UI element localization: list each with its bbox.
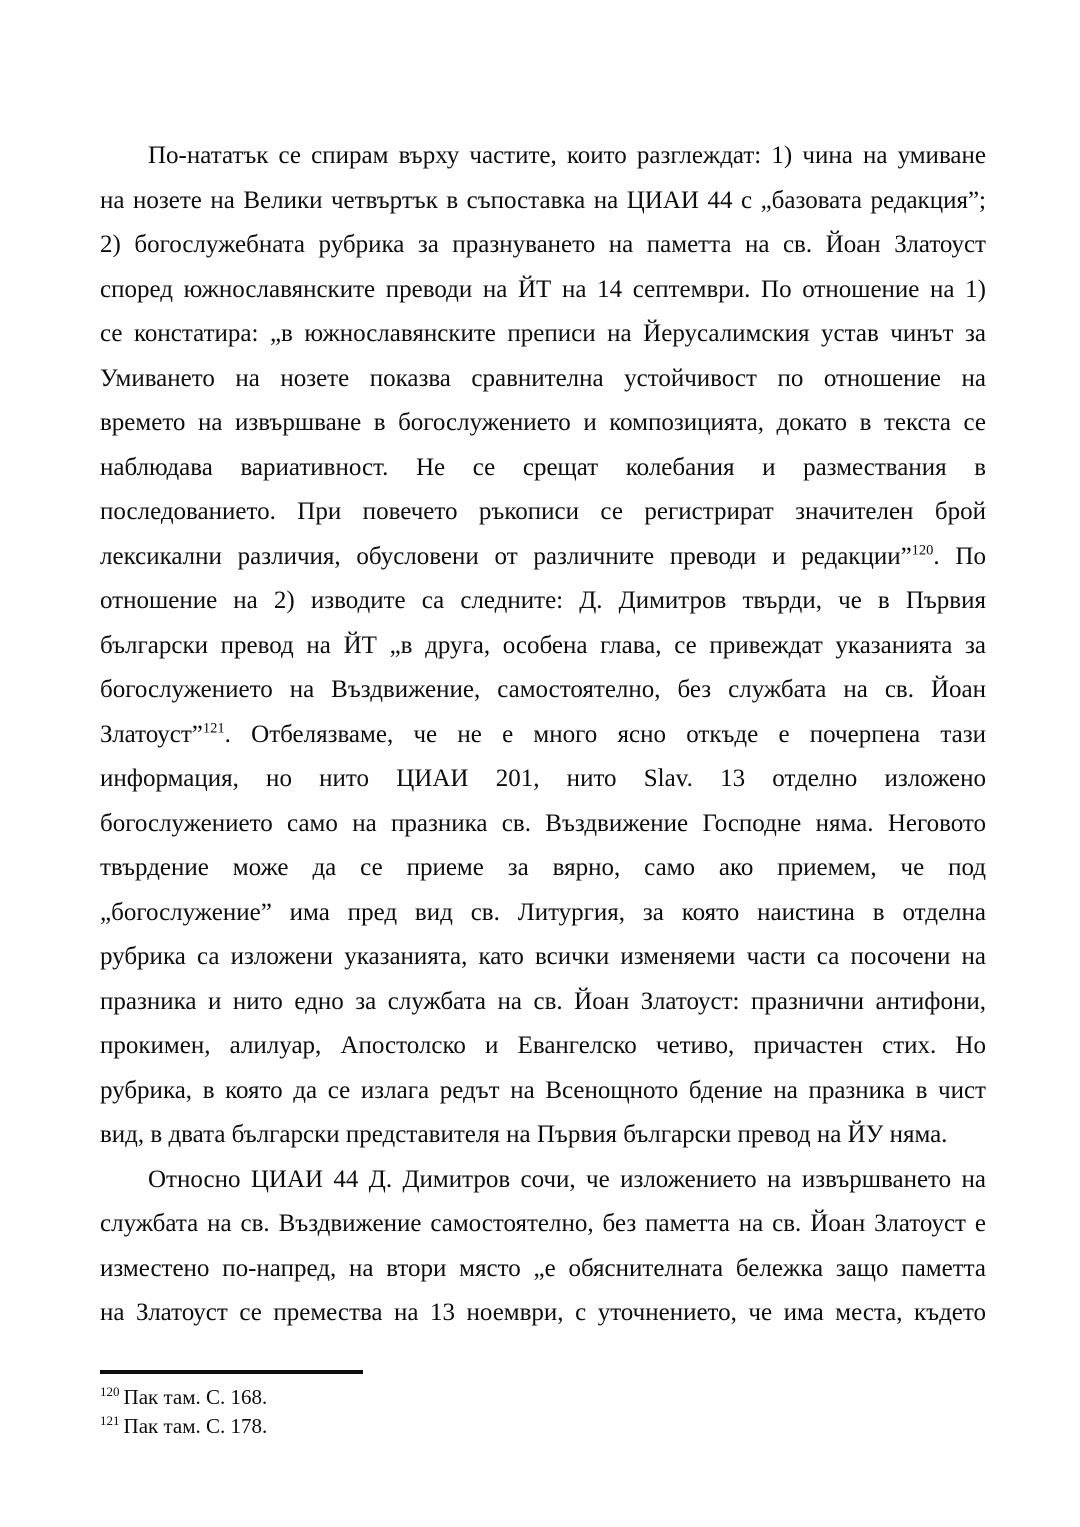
- text-line: рубрика са изложени указанията, като всички изменяеми части са посочени на: [100, 943, 986, 970]
- text-line: По-нататък се спирам върху частите, които разглеждат: 1) чина на умиване: [148, 142, 986, 169]
- footnote: $^{120}$ Пак там. С. 168.: [100, 1384, 268, 1409]
- footnote-ref: 120: [911, 542, 934, 559]
- footnote-number: 120: [100, 1384, 120, 1399]
- text-line: наблюдава вариативност. Не се срещат колебания и размествания в: [100, 453, 986, 481]
- text-line: 2) богослужебната рубрика за празнуването на паметта на св. Йоан Златоуст: [100, 231, 986, 258]
- text-line: според южнославянските преводи на ЙТ на 14 септември. По отношение на 1): [100, 275, 986, 303]
- text-line: рубрика, в която да се излага редът на Всенощното бдение на празника в чист: [100, 1076, 986, 1104]
- text-line: празника и нито едно за службата на св. Йоан Златоуст: празнични антифони,: [100, 987, 986, 1015]
- text-line: службата на св. Въздвижение самостоятелно, без паметта на св. Йоан Златоуст е: [100, 1210, 986, 1237]
- text-line: на нозете на Велики четвъртък в съпоставка на ЦИАИ 44 с „базовата редакция”;: [100, 186, 986, 214]
- text-line: богослужението само на празника св. Въздвижение Господне няма. Неговото: [100, 809, 986, 837]
- text-line: лексикални различия, обусловени от различните преводи и редакции”$^{120}$. По: [100, 542, 986, 570]
- footnote: $^{121}$ Пак там. С. 178.: [100, 1412, 268, 1438]
- text-line: последованието. При повечето ръкописи се регистрират значителен брой: [100, 498, 986, 525]
- text-line: богослужението на Въздвижение, самостоятелно, без службата на св. Йоан: [100, 676, 986, 703]
- text-line: твърдение може да се приеме за вярно, само ако приемем, че под: [100, 854, 986, 881]
- text-line: Умиването на нозете показва сравнителна устойчивост по отношение на: [100, 364, 986, 392]
- footnote-separator-rule: [100, 1370, 363, 1374]
- text-line: се констатира: „в южнославянските преписи на Йерусалимския устав чинът за: [100, 320, 986, 347]
- text-line: вид, в двата български представителя на Първия български превод на ЙУ няма.: [100, 1121, 948, 1148]
- text-line: информация, но нито ЦИАИ 201, нито Slav. 13 отделно изложено: [100, 765, 986, 792]
- text-line: отношение на 2) изводите са следните: Д. Димитров твърди, че в Първия: [100, 587, 986, 614]
- footnotes: [100, 1383, 986, 1440]
- text-line: български превод на ЙТ „в друга, особена глава, се привеждат указанията за: [100, 631, 986, 659]
- text-line: прокимен, алилуар, Апостолско и Евангелско четиво, причастен стих. Но: [100, 1032, 986, 1059]
- text-line: изместено по-напред, на втори място „е обяснителната бележка защо паметта: [100, 1254, 986, 1282]
- text-line: „богослужение” има пред вид св. Литургия, за която наистина в отделна: [100, 898, 986, 926]
- footnote-number: 121: [100, 1412, 120, 1428]
- text-line: Златоуст”$^{121}$. Отбелязваме, че не е много ясно откъде е почерпена тази: [100, 720, 986, 748]
- footnote-area: [100, 1370, 986, 1440]
- footnote-ref: 121: [202, 720, 225, 737]
- text-line: Относно ЦИАИ 44 Д. Димитров сочи, че изложението на извършването на: [148, 1165, 986, 1193]
- text-block: [100, 134, 986, 1336]
- text-line: на Златоуст се премества на 13 ноември, с уточнението, че има места, където: [100, 1299, 986, 1326]
- text-line: времето на извършване в богослужението и композицията, докато в текста се: [100, 409, 986, 436]
